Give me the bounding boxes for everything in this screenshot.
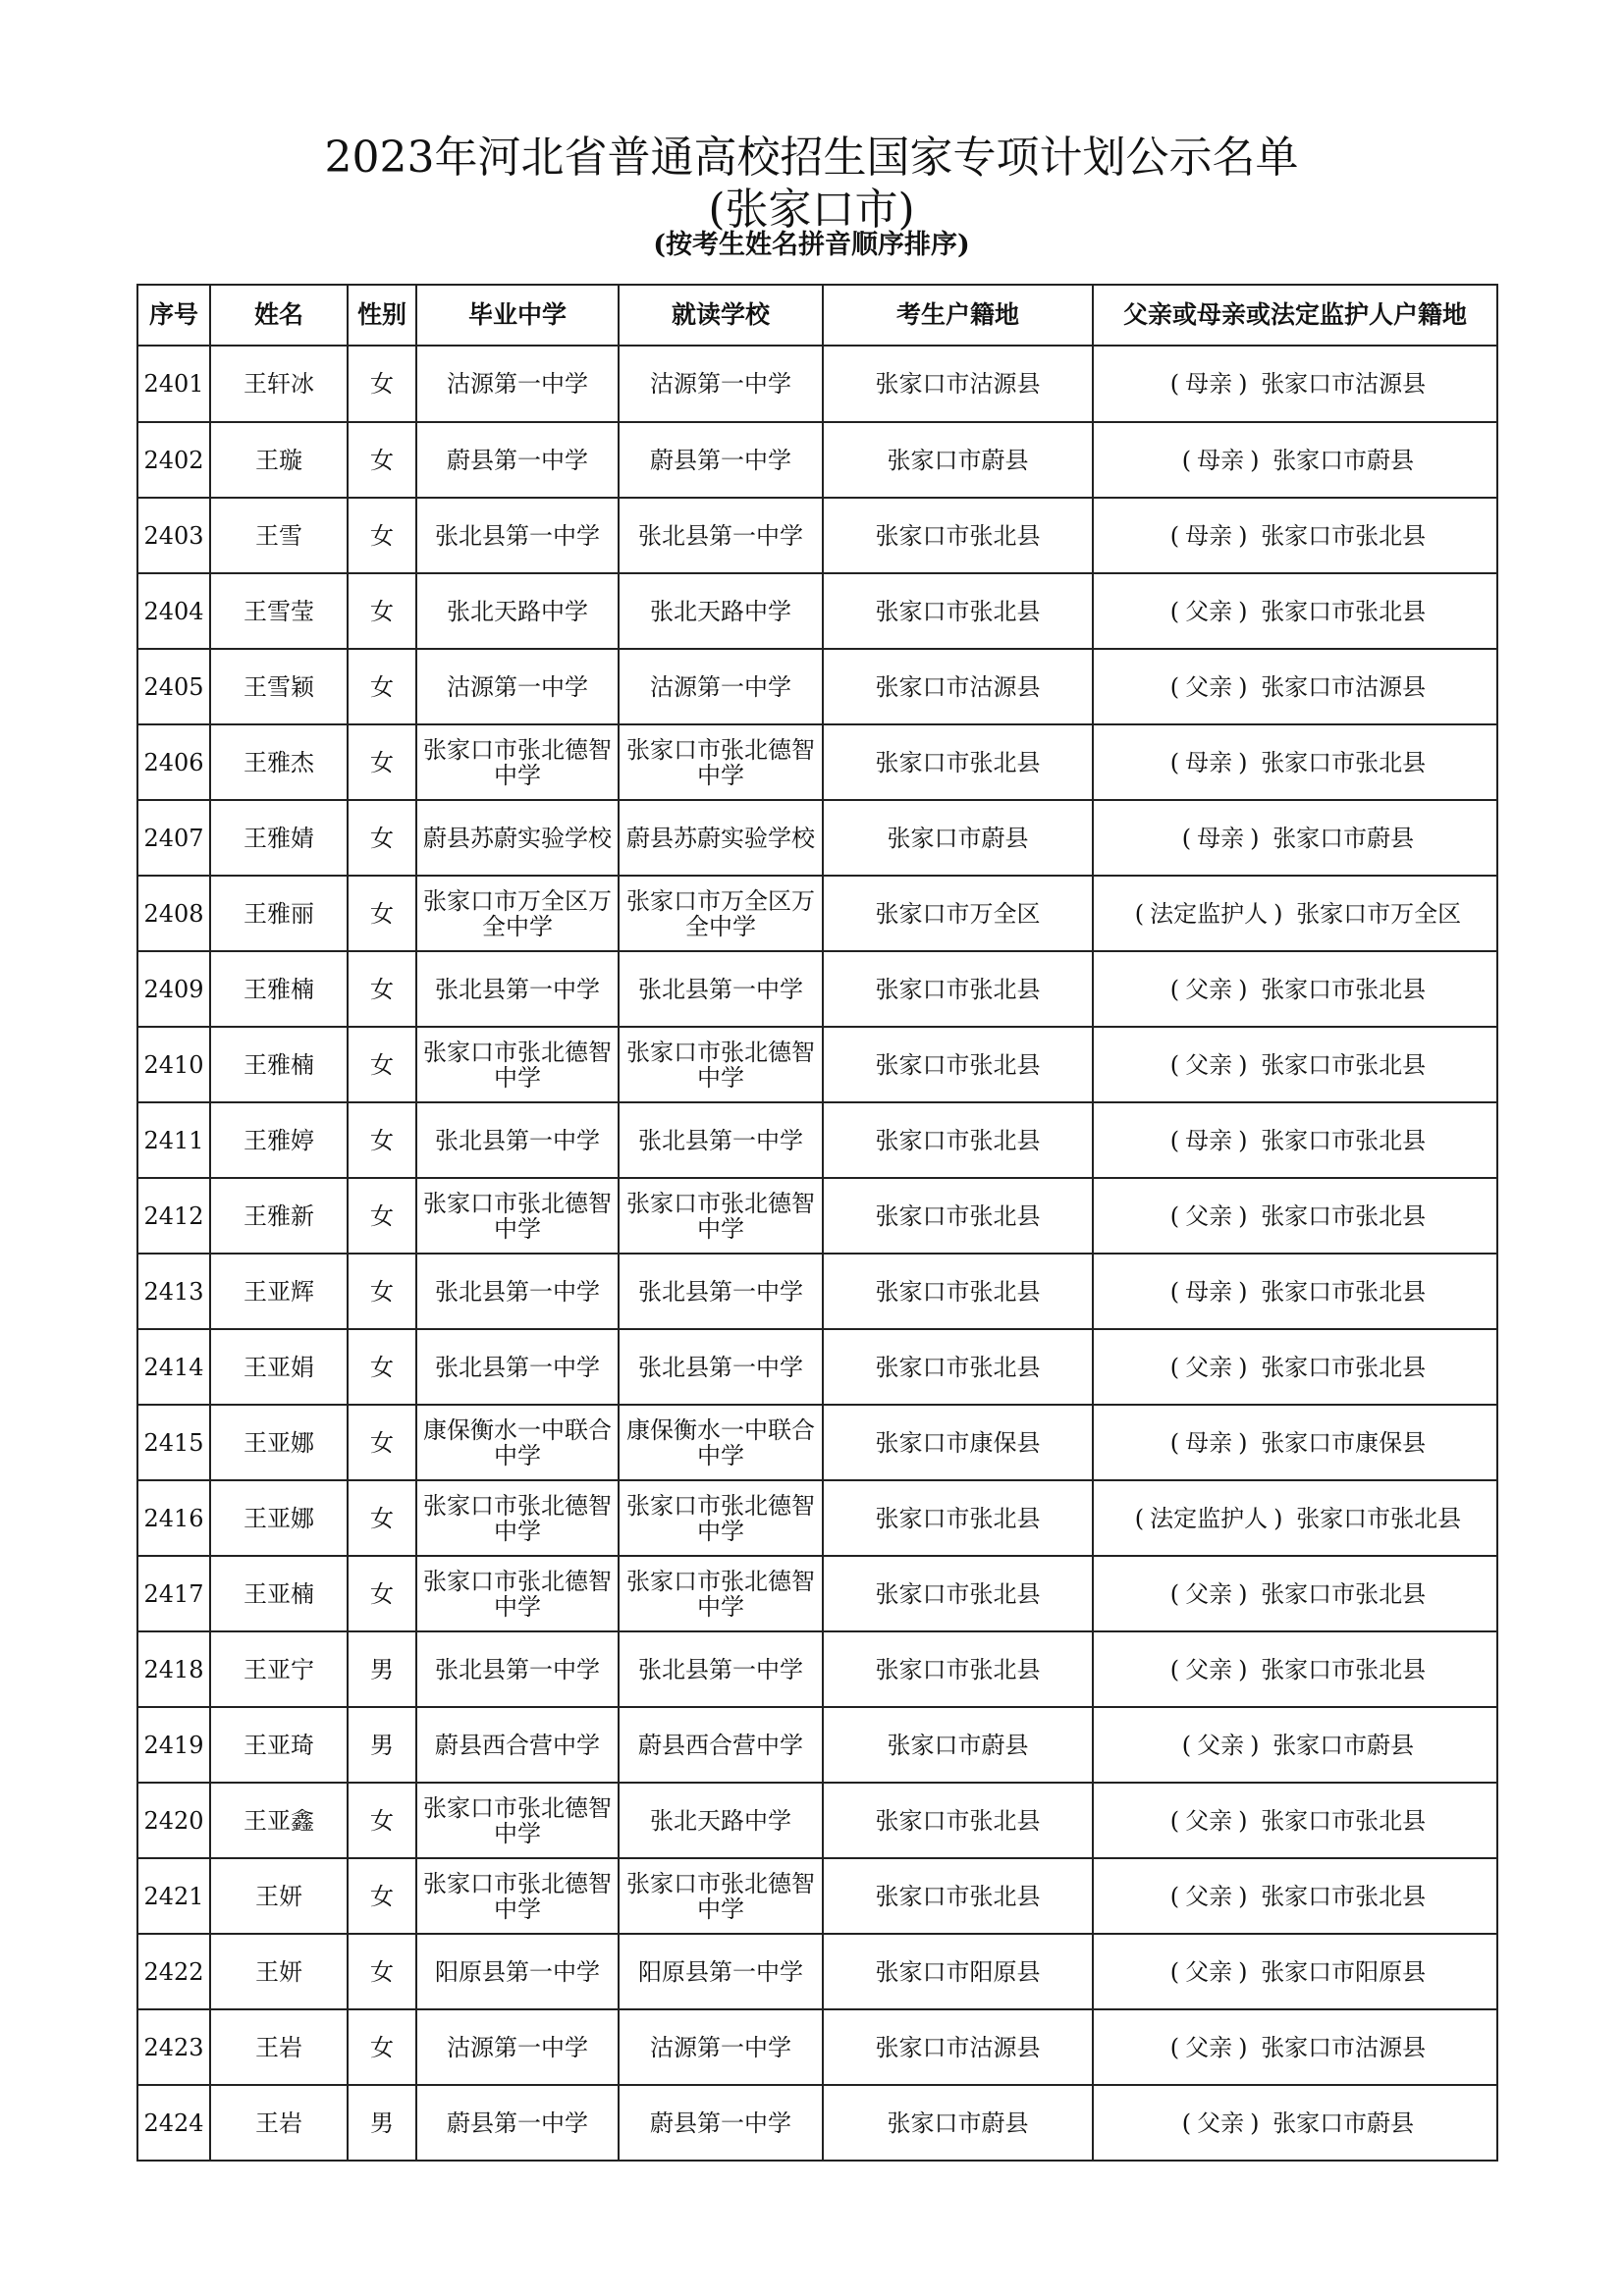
table-row xyxy=(137,1783,1497,1858)
cell-guardian-hukou: ( 父亲 ) 张家口市张北县 xyxy=(1093,573,1497,649)
guardian-hukou-place: 张家口市张北县 xyxy=(1261,1806,1427,1835)
cell-gender: 女 xyxy=(348,649,416,724)
cell-guardian-hukou: ( 母亲 ) 张家口市蔚县 xyxy=(1093,800,1497,876)
cell-name: 王雅新 xyxy=(210,1178,348,1254)
cell-serial: 2402 xyxy=(137,422,210,498)
guardian-hukou-place: 张家口市张北县 xyxy=(1261,521,1427,550)
guardian-hukou-place: 张家口市张北县 xyxy=(1261,1126,1427,1154)
guardian-hukou-place: 张家口市蔚县 xyxy=(1272,1731,1415,1759)
cell-gender: 女 xyxy=(348,1329,416,1405)
cell-name: 王亚宁 xyxy=(210,1631,348,1707)
roster-table xyxy=(136,284,1498,2162)
cell-guardian-hukou: ( 父亲 ) 张家口市张北县 xyxy=(1093,1858,1497,1934)
cell-student-hukou: 张家口市张北县 xyxy=(823,1556,1093,1631)
guardian-hukou-place: 张家口市蔚县 xyxy=(1272,824,1415,852)
table-row xyxy=(137,1858,1497,1934)
cell-graduation-school: 张家口市张北德智中学 xyxy=(416,1783,619,1858)
cell-serial: 2422 xyxy=(137,1934,210,2009)
cell-current-school: 沽源第一中学 xyxy=(619,649,823,724)
guardian-hukou-place: 张家口市张北县 xyxy=(1261,597,1427,625)
guardian-hukou-place: 张家口市万全区 xyxy=(1296,899,1462,928)
cell-student-hukou: 张家口市阳原县 xyxy=(823,1934,1093,2009)
cell-serial: 2417 xyxy=(137,1556,210,1631)
cell-graduation-school: 康保衡水一中联合中学 xyxy=(416,1405,619,1480)
cell-current-school: 张北县第一中学 xyxy=(619,951,823,1027)
table-row xyxy=(137,1178,1497,1254)
guardian-hukou-place: 张家口市沽源县 xyxy=(1261,370,1427,398)
table-row xyxy=(137,1329,1497,1405)
cell-name: 王亚琦 xyxy=(210,1707,348,1783)
cell-student-hukou: 张家口市蔚县 xyxy=(823,422,1093,498)
cell-graduation-school: 张家口市张北德智中学 xyxy=(416,1556,619,1631)
guardian-relation: 父亲 xyxy=(1185,1353,1233,1381)
header-current-school: 就读学校 xyxy=(619,285,823,346)
cell-gender: 女 xyxy=(348,422,416,498)
cell-serial: 2411 xyxy=(137,1102,210,1178)
cell-serial: 2424 xyxy=(137,2085,210,2161)
cell-graduation-school: 张北县第一中学 xyxy=(416,498,619,573)
header-graduation-school: 毕业中学 xyxy=(416,285,619,346)
document-subtitle: (张家口市) xyxy=(708,185,915,235)
cell-guardian-hukou: ( 父亲 ) 张家口市张北县 xyxy=(1093,1783,1497,1858)
cell-gender: 女 xyxy=(348,1934,416,2009)
cell-student-hukou: 张家口市蔚县 xyxy=(823,800,1093,876)
cell-current-school: 张家口市张北德智中学 xyxy=(619,1027,823,1102)
cell-student-hukou: 张家口市张北县 xyxy=(823,1027,1093,1102)
cell-student-hukou: 张家口市张北县 xyxy=(823,1254,1093,1329)
guardian-relation: 母亲 xyxy=(1185,521,1233,550)
cell-gender: 女 xyxy=(348,2009,416,2085)
cell-serial: 2413 xyxy=(137,1254,210,1329)
cell-student-hukou: 张家口市张北县 xyxy=(823,1178,1093,1254)
cell-current-school: 张家口市张北德智中学 xyxy=(619,724,823,800)
header-serial: 序号 xyxy=(137,285,210,346)
cell-current-school: 张家口市张北德智中学 xyxy=(619,1556,823,1631)
cell-graduation-school: 张家口市张北德智中学 xyxy=(416,1027,619,1102)
guardian-relation: 母亲 xyxy=(1185,1126,1233,1154)
cell-serial: 2403 xyxy=(137,498,210,573)
cell-name: 王雅楠 xyxy=(210,1027,348,1102)
guardian-relation: 父亲 xyxy=(1185,672,1233,701)
cell-graduation-school: 沽源第一中学 xyxy=(416,2009,619,2085)
cell-guardian-hukou: ( 父亲 ) 张家口市张北县 xyxy=(1093,1178,1497,1254)
cell-graduation-school: 沽源第一中学 xyxy=(416,649,619,724)
cell-gender: 女 xyxy=(348,876,416,951)
cell-gender: 女 xyxy=(348,1178,416,1254)
cell-guardian-hukou: ( 父亲 ) 张家口市蔚县 xyxy=(1093,1707,1497,1783)
cell-serial: 2401 xyxy=(137,346,210,422)
table-row xyxy=(137,2009,1497,2085)
cell-current-school: 蔚县第一中学 xyxy=(619,2085,823,2161)
cell-gender: 女 xyxy=(348,724,416,800)
cell-student-hukou: 张家口市沽源县 xyxy=(823,649,1093,724)
guardian-relation: 母亲 xyxy=(1185,748,1233,776)
cell-serial: 2412 xyxy=(137,1178,210,1254)
guardian-relation: 父亲 xyxy=(1185,1655,1233,1683)
cell-name: 王雅杰 xyxy=(210,724,348,800)
cell-student-hukou: 张家口市张北县 xyxy=(823,1783,1093,1858)
table-row xyxy=(137,876,1497,951)
table-row xyxy=(137,800,1497,876)
cell-current-school: 张家口市张北德智中学 xyxy=(619,1858,823,1934)
cell-guardian-hukou: ( 母亲 ) 张家口市张北县 xyxy=(1093,1102,1497,1178)
cell-name: 王亚娜 xyxy=(210,1480,348,1556)
cell-name: 王亚娜 xyxy=(210,1405,348,1480)
guardian-relation: 父亲 xyxy=(1185,1201,1233,1230)
cell-name: 王亚楠 xyxy=(210,1556,348,1631)
cell-guardian-hukou: ( 父亲 ) 张家口市阳原县 xyxy=(1093,1934,1497,2009)
cell-student-hukou: 张家口市张北县 xyxy=(823,1631,1093,1707)
cell-current-school: 张北县第一中学 xyxy=(619,1631,823,1707)
cell-graduation-school: 张北县第一中学 xyxy=(416,1329,619,1405)
guardian-relation: 父亲 xyxy=(1185,1882,1233,1910)
table-row xyxy=(137,1480,1497,1556)
cell-current-school: 张北天路中学 xyxy=(619,573,823,649)
cell-graduation-school: 沽源第一中学 xyxy=(416,346,619,422)
header-student-hukou: 考生户籍地 xyxy=(823,285,1093,346)
cell-student-hukou: 张家口市蔚县 xyxy=(823,1707,1093,1783)
table-row xyxy=(137,1934,1497,2009)
cell-gender: 女 xyxy=(348,1027,416,1102)
cell-gender: 男 xyxy=(348,1631,416,1707)
cell-graduation-school: 张家口市万全区万全中学 xyxy=(416,876,619,951)
cell-current-school: 张北天路中学 xyxy=(619,1783,823,1858)
guardian-relation: 父亲 xyxy=(1185,597,1233,625)
table-row xyxy=(137,1556,1497,1631)
header-guardian-hukou: 父亲或母亲或法定监护人户籍地 xyxy=(1093,285,1497,346)
cell-graduation-school: 张北县第一中学 xyxy=(416,1254,619,1329)
cell-serial: 2408 xyxy=(137,876,210,951)
cell-name: 王雪莹 xyxy=(210,573,348,649)
cell-serial: 2407 xyxy=(137,800,210,876)
table-row xyxy=(137,2085,1497,2161)
cell-guardian-hukou: ( 父亲 ) 张家口市张北县 xyxy=(1093,1329,1497,1405)
guardian-relation: 法定监护人 xyxy=(1150,1504,1269,1532)
cell-guardian-hukou: ( 法定监护人 ) 张家口市万全区 xyxy=(1093,876,1497,951)
cell-gender: 女 xyxy=(348,1556,416,1631)
table-row xyxy=(137,1631,1497,1707)
cell-gender: 女 xyxy=(348,573,416,649)
cell-gender: 女 xyxy=(348,800,416,876)
cell-current-school: 张家口市万全区万全中学 xyxy=(619,876,823,951)
cell-student-hukou: 张家口市沽源县 xyxy=(823,346,1093,422)
guardian-hukou-place: 张家口市张北县 xyxy=(1261,1655,1427,1683)
guardian-hukou-place: 张家口市张北县 xyxy=(1261,975,1427,1003)
guardian-relation: 父亲 xyxy=(1185,2033,1233,2061)
cell-guardian-hukou: ( 父亲 ) 张家口市沽源县 xyxy=(1093,2009,1497,2085)
cell-name: 王妍 xyxy=(210,1858,348,1934)
cell-current-school: 蔚县第一中学 xyxy=(619,422,823,498)
cell-serial: 2405 xyxy=(137,649,210,724)
guardian-relation: 法定监护人 xyxy=(1150,899,1269,928)
guardian-relation: 母亲 xyxy=(1197,824,1245,852)
cell-guardian-hukou: ( 母亲 ) 张家口市张北县 xyxy=(1093,1254,1497,1329)
guardian-relation: 父亲 xyxy=(1185,1806,1233,1835)
cell-student-hukou: 张家口市张北县 xyxy=(823,498,1093,573)
cell-graduation-school: 蔚县苏蔚实验学校 xyxy=(416,800,619,876)
document-title: 2023年河北省普通高校招生国家专项计划公示名单 xyxy=(324,133,1299,183)
cell-graduation-school: 张家口市张北德智中学 xyxy=(416,1858,619,1934)
table-row xyxy=(137,346,1497,422)
guardian-relation: 母亲 xyxy=(1197,446,1245,474)
cell-guardian-hukou: ( 母亲 ) 张家口市张北县 xyxy=(1093,724,1497,800)
cell-current-school: 蔚县苏蔚实验学校 xyxy=(619,800,823,876)
table-row xyxy=(137,951,1497,1027)
cell-serial: 2406 xyxy=(137,724,210,800)
cell-guardian-hukou: ( 父亲 ) 张家口市张北县 xyxy=(1093,951,1497,1027)
cell-guardian-hukou: ( 母亲 ) 张家口市张北县 xyxy=(1093,498,1497,573)
cell-student-hukou: 张家口市万全区 xyxy=(823,876,1093,951)
cell-name: 王璇 xyxy=(210,422,348,498)
guardian-hukou-place: 张家口市张北县 xyxy=(1296,1504,1462,1532)
guardian-hukou-place: 张家口市康保县 xyxy=(1261,1428,1427,1457)
guardian-relation: 父亲 xyxy=(1185,1050,1233,1079)
guardian-hukou-place: 张家口市张北县 xyxy=(1261,1277,1427,1306)
guardian-relation: 父亲 xyxy=(1185,975,1233,1003)
cell-gender: 女 xyxy=(348,1858,416,1934)
cell-student-hukou: 张家口市康保县 xyxy=(823,1405,1093,1480)
cell-name: 王妍 xyxy=(210,1934,348,2009)
cell-current-school: 沽源第一中学 xyxy=(619,346,823,422)
cell-guardian-hukou: ( 母亲 ) 张家口市沽源县 xyxy=(1093,346,1497,422)
table-row xyxy=(137,1405,1497,1480)
cell-graduation-school: 张家口市张北德智中学 xyxy=(416,724,619,800)
cell-guardian-hukou: ( 父亲 ) 张家口市张北县 xyxy=(1093,1027,1497,1102)
cell-serial: 2410 xyxy=(137,1027,210,1102)
table-row xyxy=(137,1102,1497,1178)
cell-guardian-hukou: ( 父亲 ) 张家口市张北县 xyxy=(1093,1631,1497,1707)
guardian-relation: 父亲 xyxy=(1197,2109,1245,2137)
cell-gender: 女 xyxy=(348,1480,416,1556)
sort-note: (按考生姓名拼音顺序排序) xyxy=(653,230,970,260)
cell-name: 王亚鑫 xyxy=(210,1783,348,1858)
cell-student-hukou: 张家口市张北县 xyxy=(823,951,1093,1027)
cell-student-hukou: 张家口市张北县 xyxy=(823,1480,1093,1556)
guardian-relation: 母亲 xyxy=(1185,1277,1233,1306)
guardian-hukou-place: 张家口市张北县 xyxy=(1261,1882,1427,1910)
cell-current-school: 张北县第一中学 xyxy=(619,1254,823,1329)
cell-graduation-school: 张北县第一中学 xyxy=(416,1631,619,1707)
cell-student-hukou: 张家口市张北县 xyxy=(823,724,1093,800)
cell-graduation-school: 张北县第一中学 xyxy=(416,951,619,1027)
cell-name: 王亚娟 xyxy=(210,1329,348,1405)
cell-student-hukou: 张家口市张北县 xyxy=(823,573,1093,649)
cell-gender: 女 xyxy=(348,951,416,1027)
cell-serial: 2416 xyxy=(137,1480,210,1556)
cell-name: 王岩 xyxy=(210,2009,348,2085)
cell-name: 王亚辉 xyxy=(210,1254,348,1329)
cell-graduation-school: 张家口市张北德智中学 xyxy=(416,1178,619,1254)
cell-student-hukou: 张家口市蔚县 xyxy=(823,2085,1093,2161)
cell-graduation-school: 张家口市张北德智中学 xyxy=(416,1480,619,1556)
cell-graduation-school: 蔚县第一中学 xyxy=(416,422,619,498)
guardian-relation: 母亲 xyxy=(1185,370,1233,398)
cell-serial: 2420 xyxy=(137,1783,210,1858)
guardian-relation: 母亲 xyxy=(1185,1428,1233,1457)
guardian-relation: 父亲 xyxy=(1185,1579,1233,1608)
cell-serial: 2415 xyxy=(137,1405,210,1480)
cell-name: 王岩 xyxy=(210,2085,348,2161)
cell-serial: 2419 xyxy=(137,1707,210,1783)
cell-gender: 女 xyxy=(348,346,416,422)
cell-student-hukou: 张家口市张北县 xyxy=(823,1329,1093,1405)
cell-graduation-school: 阳原县第一中学 xyxy=(416,1934,619,2009)
cell-current-school: 阳原县第一中学 xyxy=(619,1934,823,2009)
cell-gender: 男 xyxy=(348,2085,416,2161)
cell-current-school: 张北县第一中学 xyxy=(619,1329,823,1405)
cell-serial: 2423 xyxy=(137,2009,210,2085)
cell-guardian-hukou: ( 母亲 ) 张家口市康保县 xyxy=(1093,1405,1497,1480)
cell-guardian-hukou: ( 父亲 ) 张家口市沽源县 xyxy=(1093,649,1497,724)
guardian-hukou-place: 张家口市张北县 xyxy=(1261,1050,1427,1079)
cell-gender: 女 xyxy=(348,1254,416,1329)
guardian-hukou-place: 张家口市张北县 xyxy=(1261,1353,1427,1381)
cell-gender: 女 xyxy=(348,498,416,573)
cell-current-school: 蔚县西合营中学 xyxy=(619,1707,823,1783)
table-row xyxy=(137,573,1497,649)
cell-current-school: 张北县第一中学 xyxy=(619,1102,823,1178)
cell-graduation-school: 张北县第一中学 xyxy=(416,1102,619,1178)
cell-current-school: 张家口市张北德智中学 xyxy=(619,1178,823,1254)
table-row xyxy=(137,649,1497,724)
table-header-row xyxy=(137,285,1497,346)
header-gender: 性别 xyxy=(348,285,416,346)
cell-graduation-school: 张北天路中学 xyxy=(416,573,619,649)
table-row xyxy=(137,498,1497,573)
cell-student-hukou: 张家口市张北县 xyxy=(823,1858,1093,1934)
cell-guardian-hukou: ( 父亲 ) 张家口市蔚县 xyxy=(1093,2085,1497,2161)
table-row xyxy=(137,1027,1497,1102)
cell-name: 王雅婧 xyxy=(210,800,348,876)
cell-serial: 2418 xyxy=(137,1631,210,1707)
guardian-hukou-place: 张家口市张北县 xyxy=(1261,1201,1427,1230)
cell-name: 王雅楠 xyxy=(210,951,348,1027)
roster-body xyxy=(137,346,1497,2161)
guardian-hukou-place: 张家口市张北县 xyxy=(1261,748,1427,776)
cell-serial: 2414 xyxy=(137,1329,210,1405)
cell-current-school: 沽源第一中学 xyxy=(619,2009,823,2085)
guardian-hukou-place: 张家口市沽源县 xyxy=(1261,672,1427,701)
cell-student-hukou: 张家口市沽源县 xyxy=(823,2009,1093,2085)
guardian-relation: 父亲 xyxy=(1185,1957,1233,1986)
guardian-hukou-place: 张家口市沽源县 xyxy=(1261,2033,1427,2061)
cell-student-hukou: 张家口市张北县 xyxy=(823,1102,1093,1178)
cell-gender: 男 xyxy=(348,1707,416,1783)
table-row xyxy=(137,422,1497,498)
header-name: 姓名 xyxy=(210,285,348,346)
cell-guardian-hukou: ( 法定监护人 ) 张家口市张北县 xyxy=(1093,1480,1497,1556)
cell-gender: 女 xyxy=(348,1783,416,1858)
cell-name: 王雪颖 xyxy=(210,649,348,724)
cell-serial: 2404 xyxy=(137,573,210,649)
table-row xyxy=(137,724,1497,800)
cell-guardian-hukou: ( 父亲 ) 张家口市张北县 xyxy=(1093,1556,1497,1631)
guardian-hukou-place: 张家口市蔚县 xyxy=(1272,446,1415,474)
guardian-hukou-place: 张家口市张北县 xyxy=(1261,1579,1427,1608)
guardian-relation: 父亲 xyxy=(1197,1731,1245,1759)
cell-serial: 2421 xyxy=(137,1858,210,1934)
guardian-hukou-place: 张家口市蔚县 xyxy=(1272,2109,1415,2137)
cell-serial: 2409 xyxy=(137,951,210,1027)
cell-graduation-school: 蔚县西合营中学 xyxy=(416,1707,619,1783)
table-row xyxy=(137,1707,1497,1783)
cell-graduation-school: 蔚县第一中学 xyxy=(416,2085,619,2161)
cell-current-school: 康保衡水一中联合中学 xyxy=(619,1405,823,1480)
guardian-hukou-place: 张家口市阳原县 xyxy=(1261,1957,1427,1986)
table-row xyxy=(137,1254,1497,1329)
cell-name: 王雪 xyxy=(210,498,348,573)
cell-current-school: 张家口市张北德智中学 xyxy=(619,1480,823,1556)
cell-current-school: 张北县第一中学 xyxy=(619,498,823,573)
cell-gender: 女 xyxy=(348,1102,416,1178)
cell-guardian-hukou: ( 母亲 ) 张家口市蔚县 xyxy=(1093,422,1497,498)
cell-name: 王轩冰 xyxy=(210,346,348,422)
cell-name: 王雅婷 xyxy=(210,1102,348,1178)
cell-name: 王雅丽 xyxy=(210,876,348,951)
cell-gender: 女 xyxy=(348,1405,416,1480)
